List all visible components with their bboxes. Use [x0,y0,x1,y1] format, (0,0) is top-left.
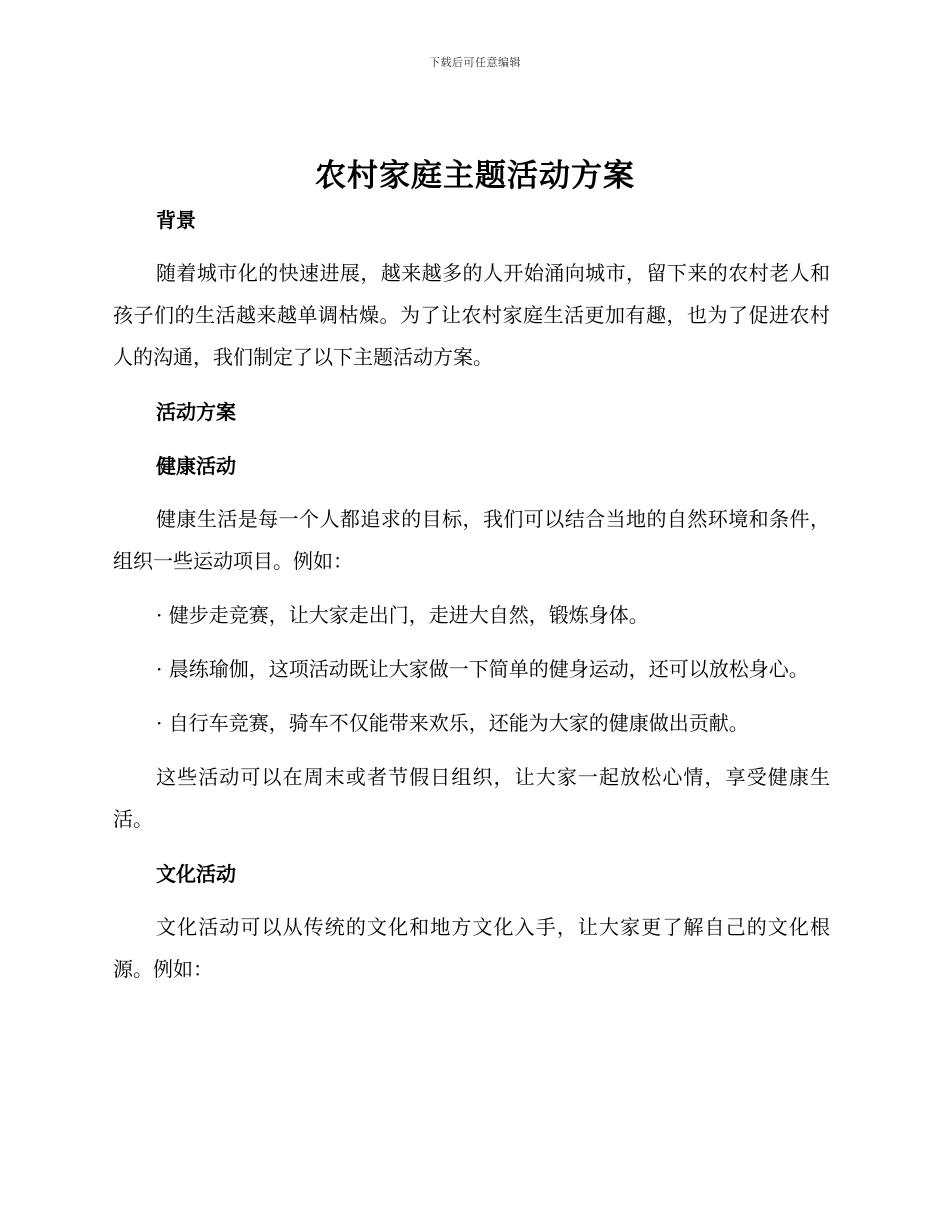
section-heading-background: 背景 [156,208,196,232]
section-heading-culture: 文化活动 [156,862,236,886]
background-paragraph: 随着城市化的快速进展，越来越多的人开始涌向城市，留下来的农村老人和孩子们的生活越来越单调枯燥。为了让农村家庭生活更加有趣，也为了促进农村人的沟通，我们制定了以下主题活动方案。 [113,261,830,369]
page-header-note: 下载后可任意编辑 [429,56,521,69]
health-list-item: · 健步走竞赛，让大家走出门，走进大自然，锻炼身体。 [156,603,649,627]
health-list-item: · 晨练瑜伽，这项活动既让大家做一下简单的健身运动，还可以放松身心。 [156,657,809,681]
document-title: 农村家庭主题活动方案 [315,158,635,194]
section-heading-plan: 活动方案 [156,400,236,424]
health-intro-paragraph: 健康生活是每一个人都追求的目标，我们可以结合当地的自然环境和条件，组织一些运动项目。例如： [113,507,830,573]
culture-intro-paragraph: 文化活动可以从传统的文化和地方文化入手，让大家更了解自己的文化根源。例如： [113,915,830,981]
section-heading-health: 健康活动 [156,454,236,478]
health-list-item: · 自行车竞赛，骑车不仅能带来欢乐，还能为大家的健康做出贡献。 [156,711,749,735]
health-outro-paragraph: 这些活动可以在周末或者节假日组织，让大家一起放松心情，享受健康生活。 [113,765,830,831]
document-body [113,202,830,990]
